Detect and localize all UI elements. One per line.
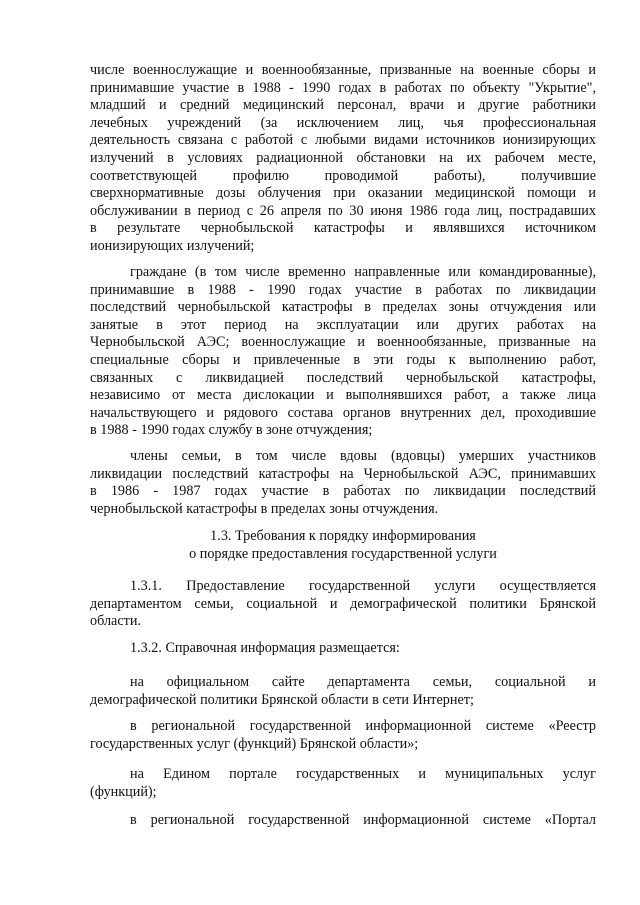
- text-line: Чернобыльской АЭС; военнослужащие и военнообязанные, призванные на: [90, 334, 596, 351]
- text-line: младший и средний медицинский персонал, врачи и другие работники: [90, 97, 596, 114]
- text-line: независимо от места дислокации и выполнявшихся работ, а также лица: [90, 387, 596, 404]
- text-line: граждане (в том числе временно направленные или командированные),: [130, 264, 596, 280]
- text-line: в результате чернобыльской катастрофы и являвшихся источником: [90, 220, 596, 237]
- text-line: лечебных учреждений (за исключением лиц, чья профессиональная: [90, 114, 596, 131]
- text-line: государственных услуг (функций) Брянской области»;: [90, 735, 419, 752]
- text-line: (функций);: [90, 783, 157, 800]
- text-line: деятельность связана с работой с любыми видами источников ионизирующих: [90, 132, 596, 149]
- paragraph: [90, 674, 596, 709]
- text-line: о порядке предоставления государственной услуги: [189, 545, 497, 562]
- text-line: 1.3.2. Справочная информация размещается:: [130, 640, 400, 656]
- text-line: излучений в условиях радиационной обстановки на их рабочем месте,: [90, 149, 596, 166]
- text-line: в региональной государственной информационной системе «Реестр: [130, 718, 596, 734]
- text-line: начальствующего и рядового состава органов внутренних дел, проходившие: [90, 404, 596, 421]
- text-line: принимавшие в 1988 - 1990 годах участие в работах по ликвидации: [90, 281, 596, 298]
- paragraph: [90, 62, 596, 256]
- text-line: департаментом семьи, социальной и демографической политики Брянской: [90, 595, 596, 612]
- paragraph: [90, 812, 596, 830]
- text-line: в 1986 - 1987 годах участие в работах по ликвидации последствий: [90, 483, 596, 500]
- text-line: области.: [90, 613, 141, 630]
- paragraph: [90, 766, 596, 801]
- text-line: 1.3.1. Предоставление государственной услуги осуществляется: [130, 578, 596, 594]
- text-line: в региональной государственной информационной системе «Портал: [130, 812, 596, 828]
- text-line: сверхнормативные дозы облучения при оказании медицинской помощи и: [90, 185, 596, 202]
- text-line: обслуживании в период с 26 апреля по 30 июня 1986 года лиц, пострадавших: [90, 202, 596, 219]
- text-line: члены семьи, в том числе вдовы (вдовцы) умерших участников: [130, 448, 596, 464]
- text-line: последствий чернобыльской катастрофы в пределах зоны отчуждения или: [90, 299, 596, 316]
- paragraph: [90, 578, 596, 631]
- paragraph: [90, 264, 596, 440]
- text-line: чернобыльской катастрофы в пределах зоны отчуждения.: [90, 500, 439, 517]
- text-line: числе военнослужащие и военнообязанные, призванные на военные сборы и: [90, 62, 596, 78]
- text-line: ликвидации последствий катастрофы на Чернобыльской АЭС, принимавших: [90, 465, 596, 482]
- text-line: принимавшие участие в 1988 - 1990 годах в работах по объекту "Укрытие",: [90, 79, 596, 96]
- text-line: ионизирующих излучений;: [90, 237, 255, 254]
- text-line: в 1988 - 1990 годах службу в зоне отчуждения;: [90, 422, 373, 439]
- section-heading: [90, 528, 596, 563]
- text-line: демографической политики Брянской области в сети Интернет;: [90, 691, 474, 708]
- text-line: на Едином портале государственных и муниципальных услуг: [130, 766, 596, 782]
- text-line: специальные сборы и привлеченные в эти годы к выполнению работ,: [90, 351, 596, 368]
- paragraph: [90, 448, 596, 518]
- paragraph: [90, 640, 596, 658]
- text-line: занятые в этот период на эксплуатации или других работах на: [90, 316, 596, 333]
- text-line: соответствующей профилю проводимой работы), получившие: [90, 167, 596, 184]
- text-line: связанных с ликвидацией последствий чернобыльской катастрофы,: [90, 369, 596, 386]
- text-line: на официальном сайте департамента семьи, социальной и: [130, 674, 596, 690]
- text-line: 1.3. Требования к порядку информирования: [210, 528, 476, 544]
- paragraph: [90, 718, 596, 753]
